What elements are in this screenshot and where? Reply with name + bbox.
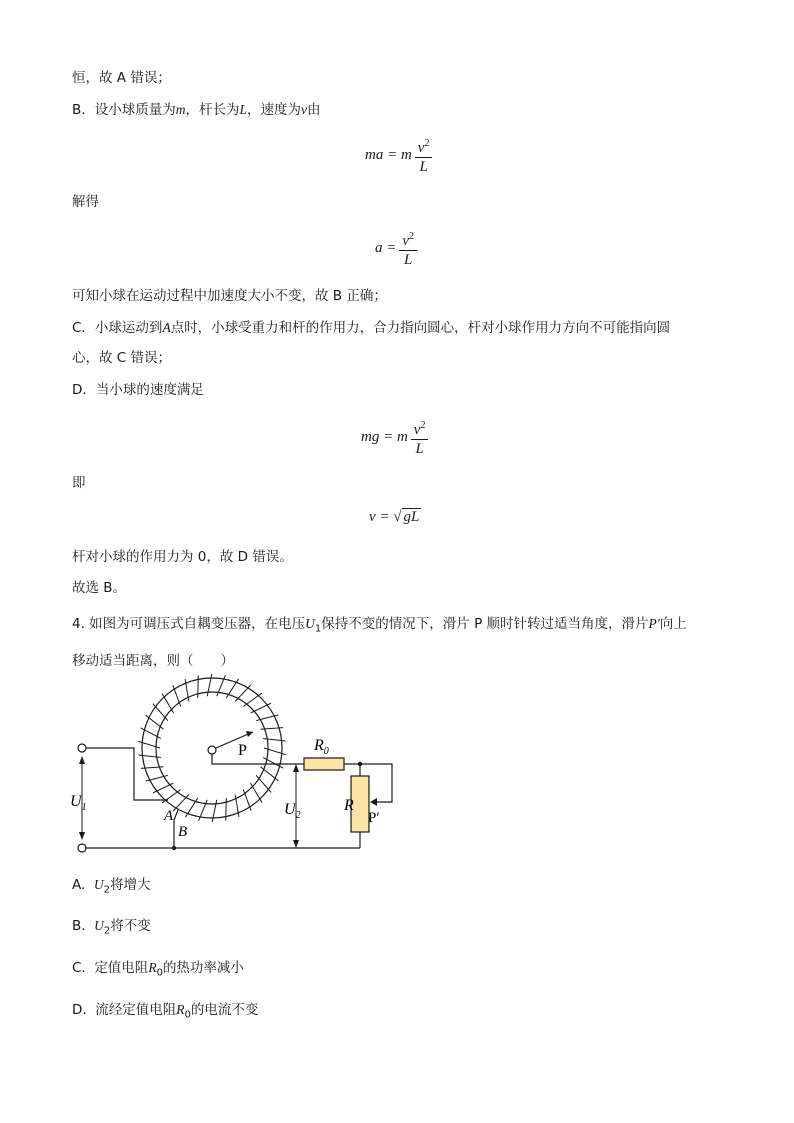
coil-winding [153,783,174,793]
label-u1: $U_1$ [70,793,87,813]
coil-winding [185,798,197,817]
equation-ma: ma = m $\frac{v^2}{L}$ [365,135,432,176]
equation-a: a = $\frac{v^2}{L}$ [375,228,417,269]
slider-p-prime-arrowhead [370,798,377,806]
coil-winding [260,767,278,781]
coil-winding [243,789,251,810]
coil-winding [207,674,212,696]
text-line-5: C．小球运动到A点时，小球受重力和杆的作用力，合力指向圆心，杆对小球作用力方向不可能指向圆 [72,320,671,336]
coil-winding [263,738,286,741]
text-line-6: 心，故 C 错误； [72,350,172,366]
coil-winding [256,775,271,792]
coil-winding [243,693,261,706]
equation-mg: mg = m $\frac{v^2}{L}$ [361,417,428,458]
coil-winding [250,783,262,803]
text-line-8: 即 [72,475,86,491]
center-terminal [208,746,216,754]
text-line-4: 可知小球在运动过程中加速度大小不变，故 B 正确； [72,288,387,304]
equation-v: v = √ gL [369,509,420,525]
coil-winding [146,715,164,729]
coil-winding [226,679,238,698]
slider-p-arrowhead [246,731,253,737]
option-b[interactable]: B. $U_2$将不变 [72,918,151,937]
resistor-r0 [304,758,344,770]
text-line-2: B．设小球质量为m，杆长为L，速度为v由 [72,102,321,118]
label-p-prime: P′ [368,810,380,826]
coil-winding [250,703,271,713]
text-line-7: D．当小球的速度满足 [72,382,204,398]
coil-winding [153,704,168,721]
coil-winding [235,685,251,701]
option-d[interactable]: D. 流经定值电阻$R_0$的电流不变 [72,1002,259,1021]
autotransformer-circuit-figure [60,670,410,860]
option-c[interactable]: C. 定值电阻$R_0$的热功率减小 [72,960,244,979]
coil-winding [173,795,189,811]
label-u2: $U_2$ [284,801,301,821]
label-p: P [238,742,247,759]
label-a: A [164,808,174,824]
text-line-1: 恒，故 A 错误； [72,70,171,86]
question-4-line-2: 移动适当距离，则（ ） [72,653,234,669]
coil-winding [138,755,161,758]
text-line-10: 故选 B。 [72,580,127,596]
label-b: B [178,824,188,840]
text-line-3: 解得 [72,194,99,210]
coil-winding [162,789,180,802]
input-terminal-bottom [78,844,86,852]
text-line-9: 杆对小球的作用力为 0，故 D 错误。 [72,549,293,565]
question-4-line-1: 4. 如图为可调压式自耦变压器，在电压$U_1$保持不变的情况下，滑片 P 顺时针转过适当角度，滑片P′向上 [72,616,687,635]
label-r: R [344,797,354,814]
coil-winding [173,685,181,706]
label-r0: $R_0$ [314,737,329,757]
coil-winding [162,693,174,713]
input-terminal-top [78,744,86,752]
coil-winding [212,800,217,822]
option-a[interactable]: A. $U_2$将增大 [72,877,151,896]
